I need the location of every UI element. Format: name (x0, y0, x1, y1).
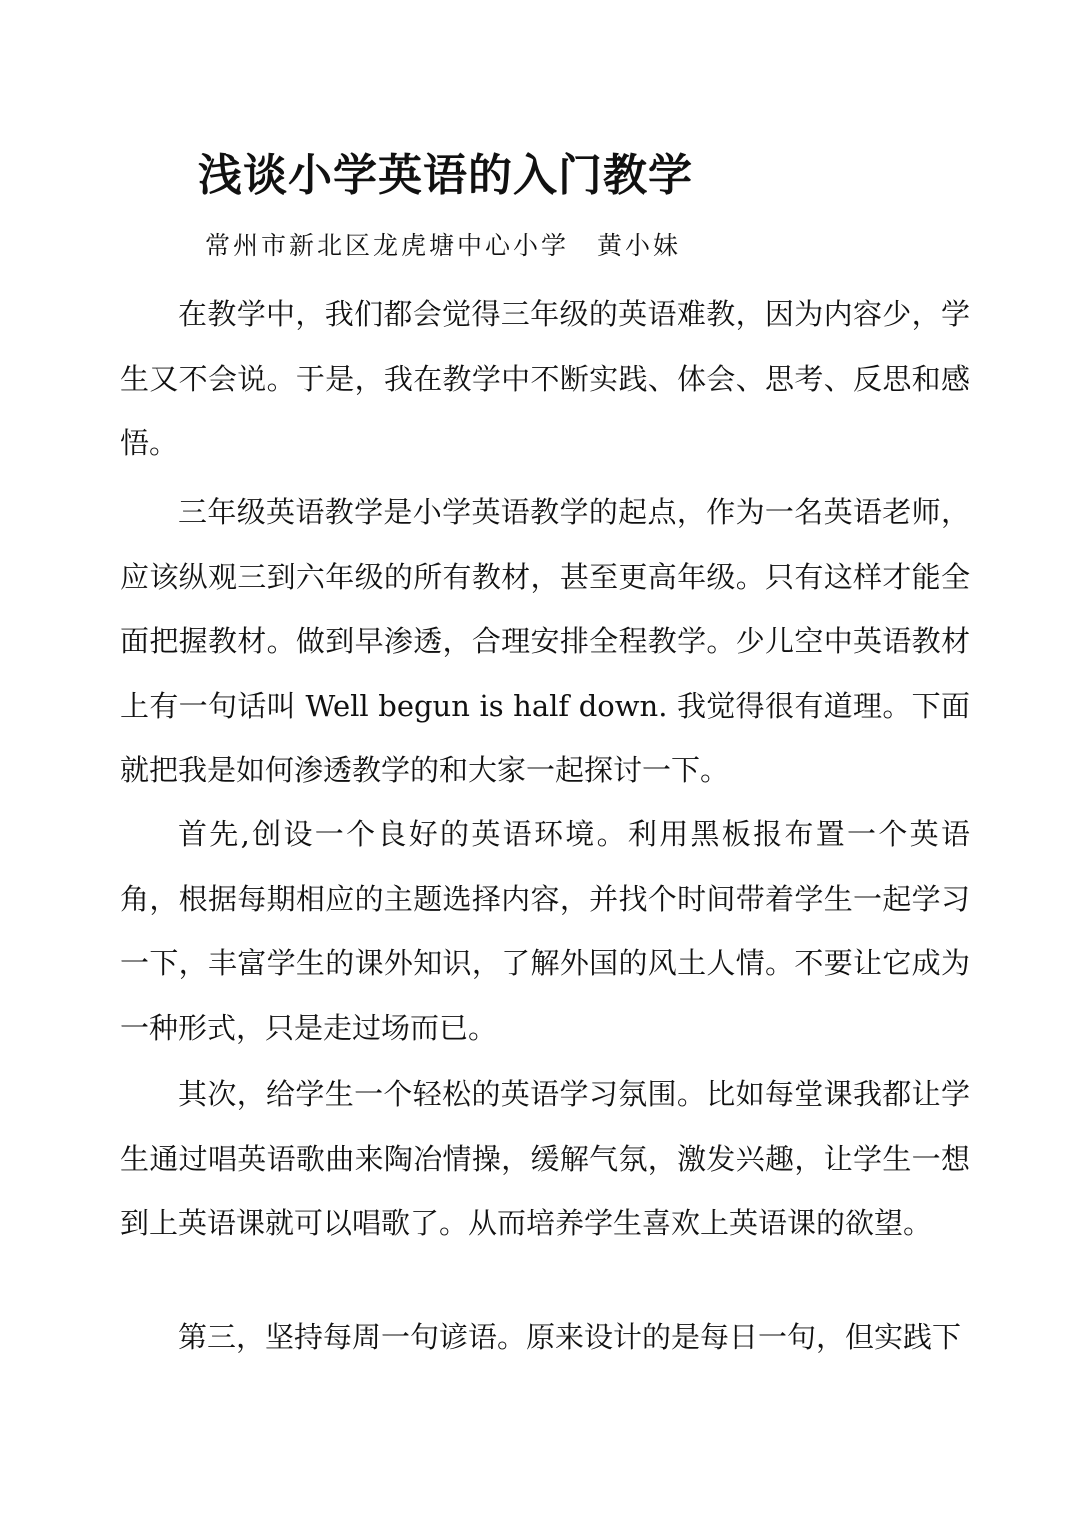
affiliation: 常州市新北区龙虎塘中心小学 (205, 231, 570, 260)
paragraph-4: 其次，给学生一个轻松的英语学习氛围。比如每堂课我都让学生通过唱英语歌曲来陶冶情操，缓解气氛，激发兴趣，让学生一想到上英语课就可以唱歌了。从而培养学生喜欢上英语课的欲望。 (120, 1077, 970, 1240)
paragraph-2: 三年级英语教学是小学英语教学的起点，作为一名英语老师，应该纵观三到六年级的所有教材，甚至更高年级。只有这样才能全面把握教材。做到早渗透，合理安排全程教学。少儿空中英语教材上有一句话叫 Well begun is half down. 我觉得很有道理。下面就把我是如何渗透教学的和大家一起探讨一下。 (120, 495, 970, 787)
paragraph-1: 在教学中，我们都会觉得三年级的英语难教，因为内容少，学生又不会说。于是，我在教学中不断实践、体会、思考、反思和感悟。 (120, 297, 970, 460)
document-title: 浅谈小学英语的入门教学 (198, 150, 693, 201)
byline (205, 230, 681, 263)
paragraph-5: 第三，坚持每周一句谚语。原来设计的是每日一句，但实践下 (178, 1320, 962, 1354)
author-name: 黄小妹 (597, 231, 682, 260)
paragraph-3: 首先,创设一个良好的英语环境。利用黑板报布置一个英语角，根据每期相应的主题选择内容，并找个时间带着学生一起学习一下，丰富学生的课外知识，了解外国的风土人情。不要让它成为一种形式，只是走过场而已。 (120, 817, 970, 1045)
